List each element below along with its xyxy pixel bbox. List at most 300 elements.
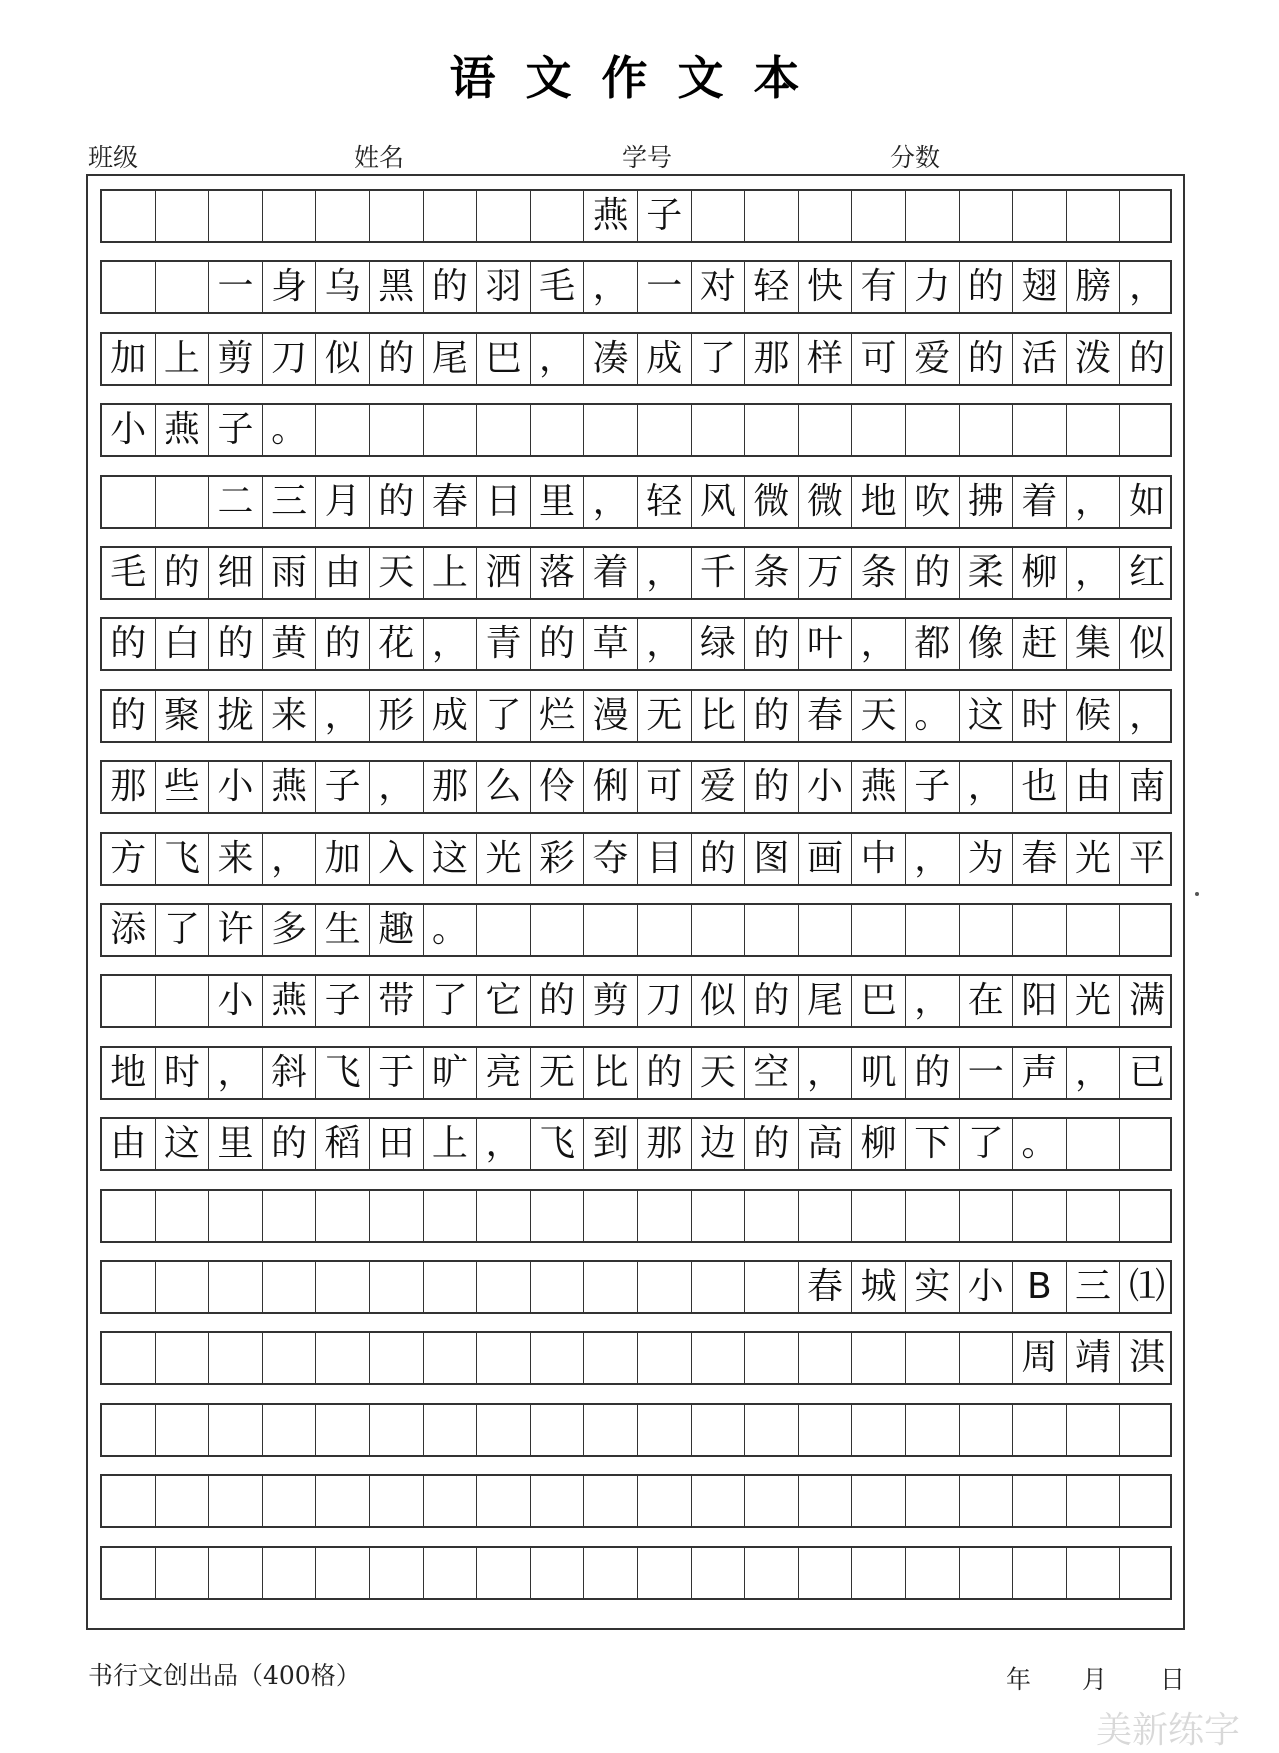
grid-cell: 三: [1067, 1262, 1121, 1312]
grid-cell: 草: [584, 619, 638, 669]
grid-cell: 这: [960, 691, 1014, 741]
grid-cell: 巴: [852, 976, 906, 1026]
grid-row: [100, 1331, 1172, 1385]
grid-cell: [424, 405, 478, 455]
grid-cell: [316, 405, 370, 455]
grid-cell: 目: [638, 834, 692, 884]
grid-cell: [531, 1405, 585, 1455]
grid-cell: [906, 1548, 960, 1598]
grid-cell: [156, 1191, 210, 1241]
grid-cell: [316, 191, 370, 241]
grid-cell: [209, 1191, 263, 1241]
grid-cell: 的: [960, 262, 1014, 312]
grid-cell: 都: [906, 619, 960, 669]
grid-cell: [852, 1548, 906, 1598]
grid-row: [100, 1260, 1172, 1314]
grid-cell: 光: [1067, 834, 1121, 884]
grid-cell: 于: [370, 1048, 424, 1098]
grid-cell: 花: [370, 619, 424, 669]
grid-cell: 的: [531, 976, 585, 1026]
grid-cell: 春: [1013, 834, 1067, 884]
grid-cell: 似: [1129, 623, 1166, 665]
grid-cell: [102, 262, 156, 312]
grid-cell: [906, 1191, 960, 1241]
grid-cell: 南: [1129, 766, 1166, 808]
grid-cell: [1067, 191, 1121, 241]
grid-cell: 彩: [531, 834, 585, 884]
grid-cell: 由: [316, 548, 370, 598]
grid-cell: 到: [584, 1119, 638, 1169]
grid-cell: [424, 1191, 478, 1241]
grid-cell: 由: [102, 1119, 156, 1169]
grid-cell: [799, 905, 853, 955]
grid-cell: 比: [584, 1048, 638, 1098]
grid-cell: [745, 1333, 799, 1383]
grid-cell: 已: [1129, 1051, 1166, 1093]
grid-cell: 的: [745, 1119, 799, 1169]
grid-cell: 爱: [692, 762, 746, 812]
grid-cell: 它: [477, 976, 531, 1026]
grid-cell: [316, 1262, 370, 1312]
grid-cell: 快: [799, 262, 853, 312]
grid-cell: 那: [638, 1119, 692, 1169]
grid-cell: 上: [424, 548, 478, 598]
year-label: 年: [1006, 1665, 1032, 1694]
grid-cell: 了: [424, 976, 478, 1026]
grid-cell: 实: [906, 1262, 960, 1312]
grid-cell: [799, 1333, 853, 1383]
watermark: 美新练字: [1096, 1710, 1241, 1751]
grid-cell: 膀: [1067, 262, 1121, 312]
grid-cell: [1067, 405, 1121, 455]
grid-cell: 小: [799, 762, 853, 812]
grid-cell: 。: [263, 405, 317, 455]
grid-cell: [799, 1405, 853, 1455]
ink-dot: [1195, 892, 1199, 896]
grid-cell: [102, 1262, 156, 1312]
grid-cell: 小: [209, 976, 263, 1026]
grid-cell: 上: [424, 1119, 478, 1169]
grid-cell: 那: [102, 762, 156, 812]
grid-cell: [852, 1476, 906, 1526]
grid-cell: 烂: [531, 691, 585, 741]
grid-cell: 了: [692, 334, 746, 384]
grid-cell: 的: [156, 548, 210, 598]
grid-cell: ，: [531, 334, 585, 384]
grid-cell: 飞: [531, 1119, 585, 1169]
grid-cell: 春: [799, 691, 853, 741]
grid-cell: ，: [584, 477, 638, 527]
grid-cell: 周: [1013, 1333, 1067, 1383]
grid-cell: ，: [424, 619, 478, 669]
grid-cell: [531, 191, 585, 241]
grid-cell: [263, 1548, 317, 1598]
grid-cell: [156, 1405, 210, 1455]
grid-row: [100, 1046, 1172, 1100]
grid-cell: [638, 1262, 692, 1312]
grid-cell: [745, 1476, 799, 1526]
grid-cell: [852, 1405, 906, 1455]
grid-cell: [531, 1191, 585, 1241]
grid-cell: [156, 1548, 210, 1598]
grid-cell: 城: [852, 1262, 906, 1312]
grid-cell: [316, 1405, 370, 1455]
grid-cell: [692, 1191, 746, 1241]
grid-cell: 。: [1013, 1119, 1067, 1169]
grid-row: [100, 475, 1172, 529]
grid-cell: 的: [102, 619, 156, 669]
grid-cell: 淇: [1129, 1337, 1166, 1379]
grid-cell: 燕: [263, 762, 317, 812]
grid-cell: [156, 477, 210, 527]
grid-cell: 那: [745, 334, 799, 384]
grid-cell: 加: [316, 834, 370, 884]
grid-cell: ，: [263, 834, 317, 884]
grid-cell: [263, 1476, 317, 1526]
grid-cell: 地: [852, 477, 906, 527]
name-label: 姓名: [354, 143, 405, 172]
grid-cell: ，: [852, 619, 906, 669]
grid-cell: 燕: [584, 191, 638, 241]
grid-cell: [638, 1333, 692, 1383]
grid-cell: ，: [638, 619, 692, 669]
grid-cell: 赶: [1013, 619, 1067, 669]
grid-cell: [906, 905, 960, 955]
grid-cell: 燕: [156, 405, 210, 455]
publisher-note: 书行文创出品（400格）: [88, 1661, 361, 1690]
grid-cell: 对: [692, 262, 746, 312]
grid-cell: [799, 191, 853, 241]
grid-cell: [102, 1476, 156, 1526]
grid-cell: 剪: [209, 334, 263, 384]
grid-cell: [1013, 191, 1067, 241]
grid-cell: [1120, 1548, 1174, 1598]
grid-cell: 子: [316, 976, 370, 1026]
grid-cell: [852, 1191, 906, 1241]
grid-cell: 风: [692, 477, 746, 527]
grid-cell: [1013, 1191, 1067, 1241]
grid-row: [100, 1474, 1172, 1528]
grid-cell: 由: [1067, 762, 1121, 812]
grid-cell: ，: [906, 834, 960, 884]
grid-cell: [1067, 1548, 1121, 1598]
grid-cell: 夺: [584, 834, 638, 884]
grid-cell: 春: [799, 1262, 853, 1312]
grid-cell: [370, 1405, 424, 1455]
grid-cell: 青: [477, 619, 531, 669]
grid-cell: [477, 191, 531, 241]
grid-cell: 时: [1013, 691, 1067, 741]
grid-cell: 的: [263, 1119, 317, 1169]
grid-cell: 的: [745, 691, 799, 741]
grid-cell: ⑴: [1129, 1266, 1166, 1307]
grid-cell: [638, 1191, 692, 1241]
grid-cell: ，: [1129, 694, 1166, 736]
grid-cell: 么: [477, 762, 531, 812]
grid-cell: 微: [745, 477, 799, 527]
grid-cell: 也: [1013, 762, 1067, 812]
grid-cell: 光: [1067, 976, 1121, 1026]
grid-cell: 剪: [584, 976, 638, 1026]
grid-cell: 生: [316, 905, 370, 955]
grid-cell: 方: [102, 834, 156, 884]
grid-row: [100, 189, 1172, 243]
grid-cell: 来: [209, 834, 263, 884]
grid-cell: [156, 1333, 210, 1383]
grid-cell: 为: [960, 834, 1014, 884]
grid-cell: 叽: [852, 1048, 906, 1098]
grid-cell: 形: [370, 691, 424, 741]
grid-cell: 的: [424, 262, 478, 312]
grid-row: [100, 903, 1172, 957]
grid-cell: 空: [745, 1048, 799, 1098]
grid-cell: 添: [102, 905, 156, 955]
grid-cell: 春: [424, 477, 478, 527]
grid-cell: 靖: [1067, 1333, 1121, 1383]
grid-cell: 一: [638, 262, 692, 312]
grid-cell: 有: [852, 262, 906, 312]
grid-cell: 三: [263, 477, 317, 527]
grid-cell: B: [1013, 1262, 1067, 1312]
grid-cell: 飞: [316, 1048, 370, 1098]
grid-cell: 叶: [799, 619, 853, 669]
grid-cell: [745, 1191, 799, 1241]
grid-cell: [960, 1191, 1014, 1241]
grid-cell: 画: [799, 834, 853, 884]
grid-cell: 的: [316, 619, 370, 669]
grid-row: [100, 1403, 1172, 1457]
grid-cell: [531, 405, 585, 455]
grid-cell: [477, 1476, 531, 1526]
grid-cell: 比: [692, 691, 746, 741]
grid-cell: 尾: [424, 334, 478, 384]
grid-cell: [906, 1333, 960, 1383]
grid-cell: 一: [209, 262, 263, 312]
grid-cell: [906, 1405, 960, 1455]
grid-cell: 高: [799, 1119, 853, 1169]
grid-cell: [852, 191, 906, 241]
grid-cell: [906, 1476, 960, 1526]
grid-cell: [852, 905, 906, 955]
grid-cell: 凑: [584, 334, 638, 384]
grid-cell: [156, 976, 210, 1026]
grid-cell: 里: [531, 477, 585, 527]
grid-cell: 的: [638, 1048, 692, 1098]
grid-cell: 黄: [263, 619, 317, 669]
grid-cell: 燕: [852, 762, 906, 812]
grid-row: [100, 617, 1172, 671]
grid-row: [100, 974, 1172, 1028]
grid-cell: [960, 1333, 1014, 1383]
grid-cell: 似: [316, 334, 370, 384]
grid-cell: ，: [584, 262, 638, 312]
grid-cell: [263, 1333, 317, 1383]
grid-cell: 的: [692, 834, 746, 884]
grid-cell: [424, 1548, 478, 1598]
grid-cell: 巴: [477, 334, 531, 384]
grid-cell: 乌: [316, 262, 370, 312]
grid-cell: [960, 905, 1014, 955]
grid-cell: [960, 1476, 1014, 1526]
grid-cell: 月: [316, 477, 370, 527]
grid-cell: [745, 1405, 799, 1455]
grid-cell: [745, 191, 799, 241]
grid-cell: [745, 405, 799, 455]
grid-cell: [799, 405, 853, 455]
grid-cell: ，: [1067, 477, 1121, 527]
grid-cell: [1013, 1405, 1067, 1455]
student-id-label: 学号: [622, 143, 673, 172]
grid-cell: 这: [156, 1119, 210, 1169]
grid-cell: 羽: [477, 262, 531, 312]
grid-cell: [1120, 1476, 1174, 1526]
grid-cell: [692, 1548, 746, 1598]
grid-cell: ，: [1067, 548, 1121, 598]
grid-cell: [531, 1333, 585, 1383]
grid-cell: 亮: [477, 1048, 531, 1098]
grid-cell: [584, 1191, 638, 1241]
grid-cell: 力: [906, 262, 960, 312]
grid-cell: 中: [852, 834, 906, 884]
grid-cell: 下: [906, 1119, 960, 1169]
grid-cell: 来: [263, 691, 317, 741]
grid-cell: 着: [1013, 477, 1067, 527]
grid-cell: [692, 1476, 746, 1526]
grid-cell: [1120, 1191, 1174, 1241]
grid-cell: [906, 191, 960, 241]
grid-cell: [102, 976, 156, 1026]
grid-cell: 伶: [531, 762, 585, 812]
grid-cell: [1120, 905, 1174, 955]
grid-cell: 天: [370, 548, 424, 598]
grid-cell: [1120, 191, 1174, 241]
grid-cell: ，: [316, 691, 370, 741]
grid-cell: 斜: [263, 1048, 317, 1098]
grid-cell: [102, 1548, 156, 1598]
grid-cell: 加: [102, 334, 156, 384]
grid-cell: 稻: [316, 1119, 370, 1169]
grid-cell: 燕: [263, 976, 317, 1026]
grid-cell: 时: [156, 1048, 210, 1098]
grid-cell: [1013, 405, 1067, 455]
grid-cell: 样: [799, 334, 853, 384]
grid-cell: [799, 1191, 853, 1241]
grid-cell: 成: [424, 691, 478, 741]
month-label: 月: [1082, 1665, 1108, 1694]
grid-cell: 许: [209, 905, 263, 955]
grid-cell: 的: [745, 619, 799, 669]
grid-cell: [156, 1476, 210, 1526]
grid-cell: [1067, 1119, 1121, 1169]
grid-cell: [1120, 1119, 1174, 1169]
grid-cell: 边: [692, 1119, 746, 1169]
grid-cell: [370, 1548, 424, 1598]
grid-cell: 一: [960, 1048, 1014, 1098]
grid-cell: [638, 1405, 692, 1455]
grid-cell: ，: [1129, 266, 1166, 308]
grid-cell: ，: [799, 1048, 853, 1098]
day-label: 日: [1160, 1665, 1186, 1694]
grid-cell: 可: [638, 762, 692, 812]
grid-cell: [531, 905, 585, 955]
grid-cell: [477, 1333, 531, 1383]
grid-cell: 红: [1129, 552, 1166, 593]
grid-row: [100, 1117, 1172, 1171]
grid-cell: 吹: [906, 477, 960, 527]
grid-cell: ，: [1067, 1048, 1121, 1098]
grid-cell: [1013, 1548, 1067, 1598]
grid-cell: [584, 1262, 638, 1312]
grid-cell: [692, 191, 746, 241]
grid-cell: 落: [531, 548, 585, 598]
grid-cell: 的: [1129, 337, 1166, 379]
grid-cell: [1067, 1191, 1121, 1241]
grid-cell: 地: [102, 1048, 156, 1098]
grid-cell: 飞: [156, 834, 210, 884]
grid-cell: [209, 1333, 263, 1383]
grid-cell: [1067, 905, 1121, 955]
grid-cell: 条: [852, 548, 906, 598]
grid-cell: 刀: [263, 334, 317, 384]
grid-row: [100, 760, 1172, 814]
grid-cell: 里: [209, 1119, 263, 1169]
grid-cell: 像: [960, 619, 1014, 669]
grid-cell: [692, 1405, 746, 1455]
grid-cell: 轻: [638, 477, 692, 527]
grid-cell: [424, 1333, 478, 1383]
grid-cell: [799, 1548, 853, 1598]
grid-cell: [209, 1548, 263, 1598]
grid-cell: 成: [638, 334, 692, 384]
grid-cell: [209, 191, 263, 241]
grid-cell: 可: [852, 334, 906, 384]
grid-cell: 白: [156, 619, 210, 669]
grid-cell: 千: [692, 548, 746, 598]
grid-cell: [477, 905, 531, 955]
grid-cell: 身: [263, 262, 317, 312]
grid-cell: [370, 191, 424, 241]
grid-cell: [799, 1476, 853, 1526]
grid-cell: 。: [424, 905, 478, 955]
grid-cell: 的: [102, 691, 156, 741]
grid-cell: 柳: [852, 1119, 906, 1169]
grid-cell: 拢: [209, 691, 263, 741]
grid-cell: 平: [1129, 837, 1166, 879]
grid-cell: [852, 405, 906, 455]
grid-cell: 似: [692, 976, 746, 1026]
grid-cell: ，: [477, 1119, 531, 1169]
grid-cell: 条: [745, 548, 799, 598]
grid-cell: 无: [638, 691, 692, 741]
grid-row: [100, 1189, 1172, 1243]
grid-cell: 的: [745, 976, 799, 1026]
grid-cell: [638, 1548, 692, 1598]
grid-cell: [638, 905, 692, 955]
grid-cell: 的: [370, 477, 424, 527]
grid-cell: [584, 905, 638, 955]
grid-cell: 洒: [477, 548, 531, 598]
grid-cell: 图: [745, 834, 799, 884]
grid-cell: [960, 1405, 1014, 1455]
grid-cell: [692, 405, 746, 455]
grid-cell: 毛: [102, 548, 156, 598]
grid-cell: ，: [638, 548, 692, 598]
grid-cell: [370, 1191, 424, 1241]
grid-row: [100, 546, 1172, 600]
grid-row: [100, 1546, 1172, 1600]
grid-cell: 的: [745, 762, 799, 812]
grid-cell: 尾: [799, 976, 853, 1026]
